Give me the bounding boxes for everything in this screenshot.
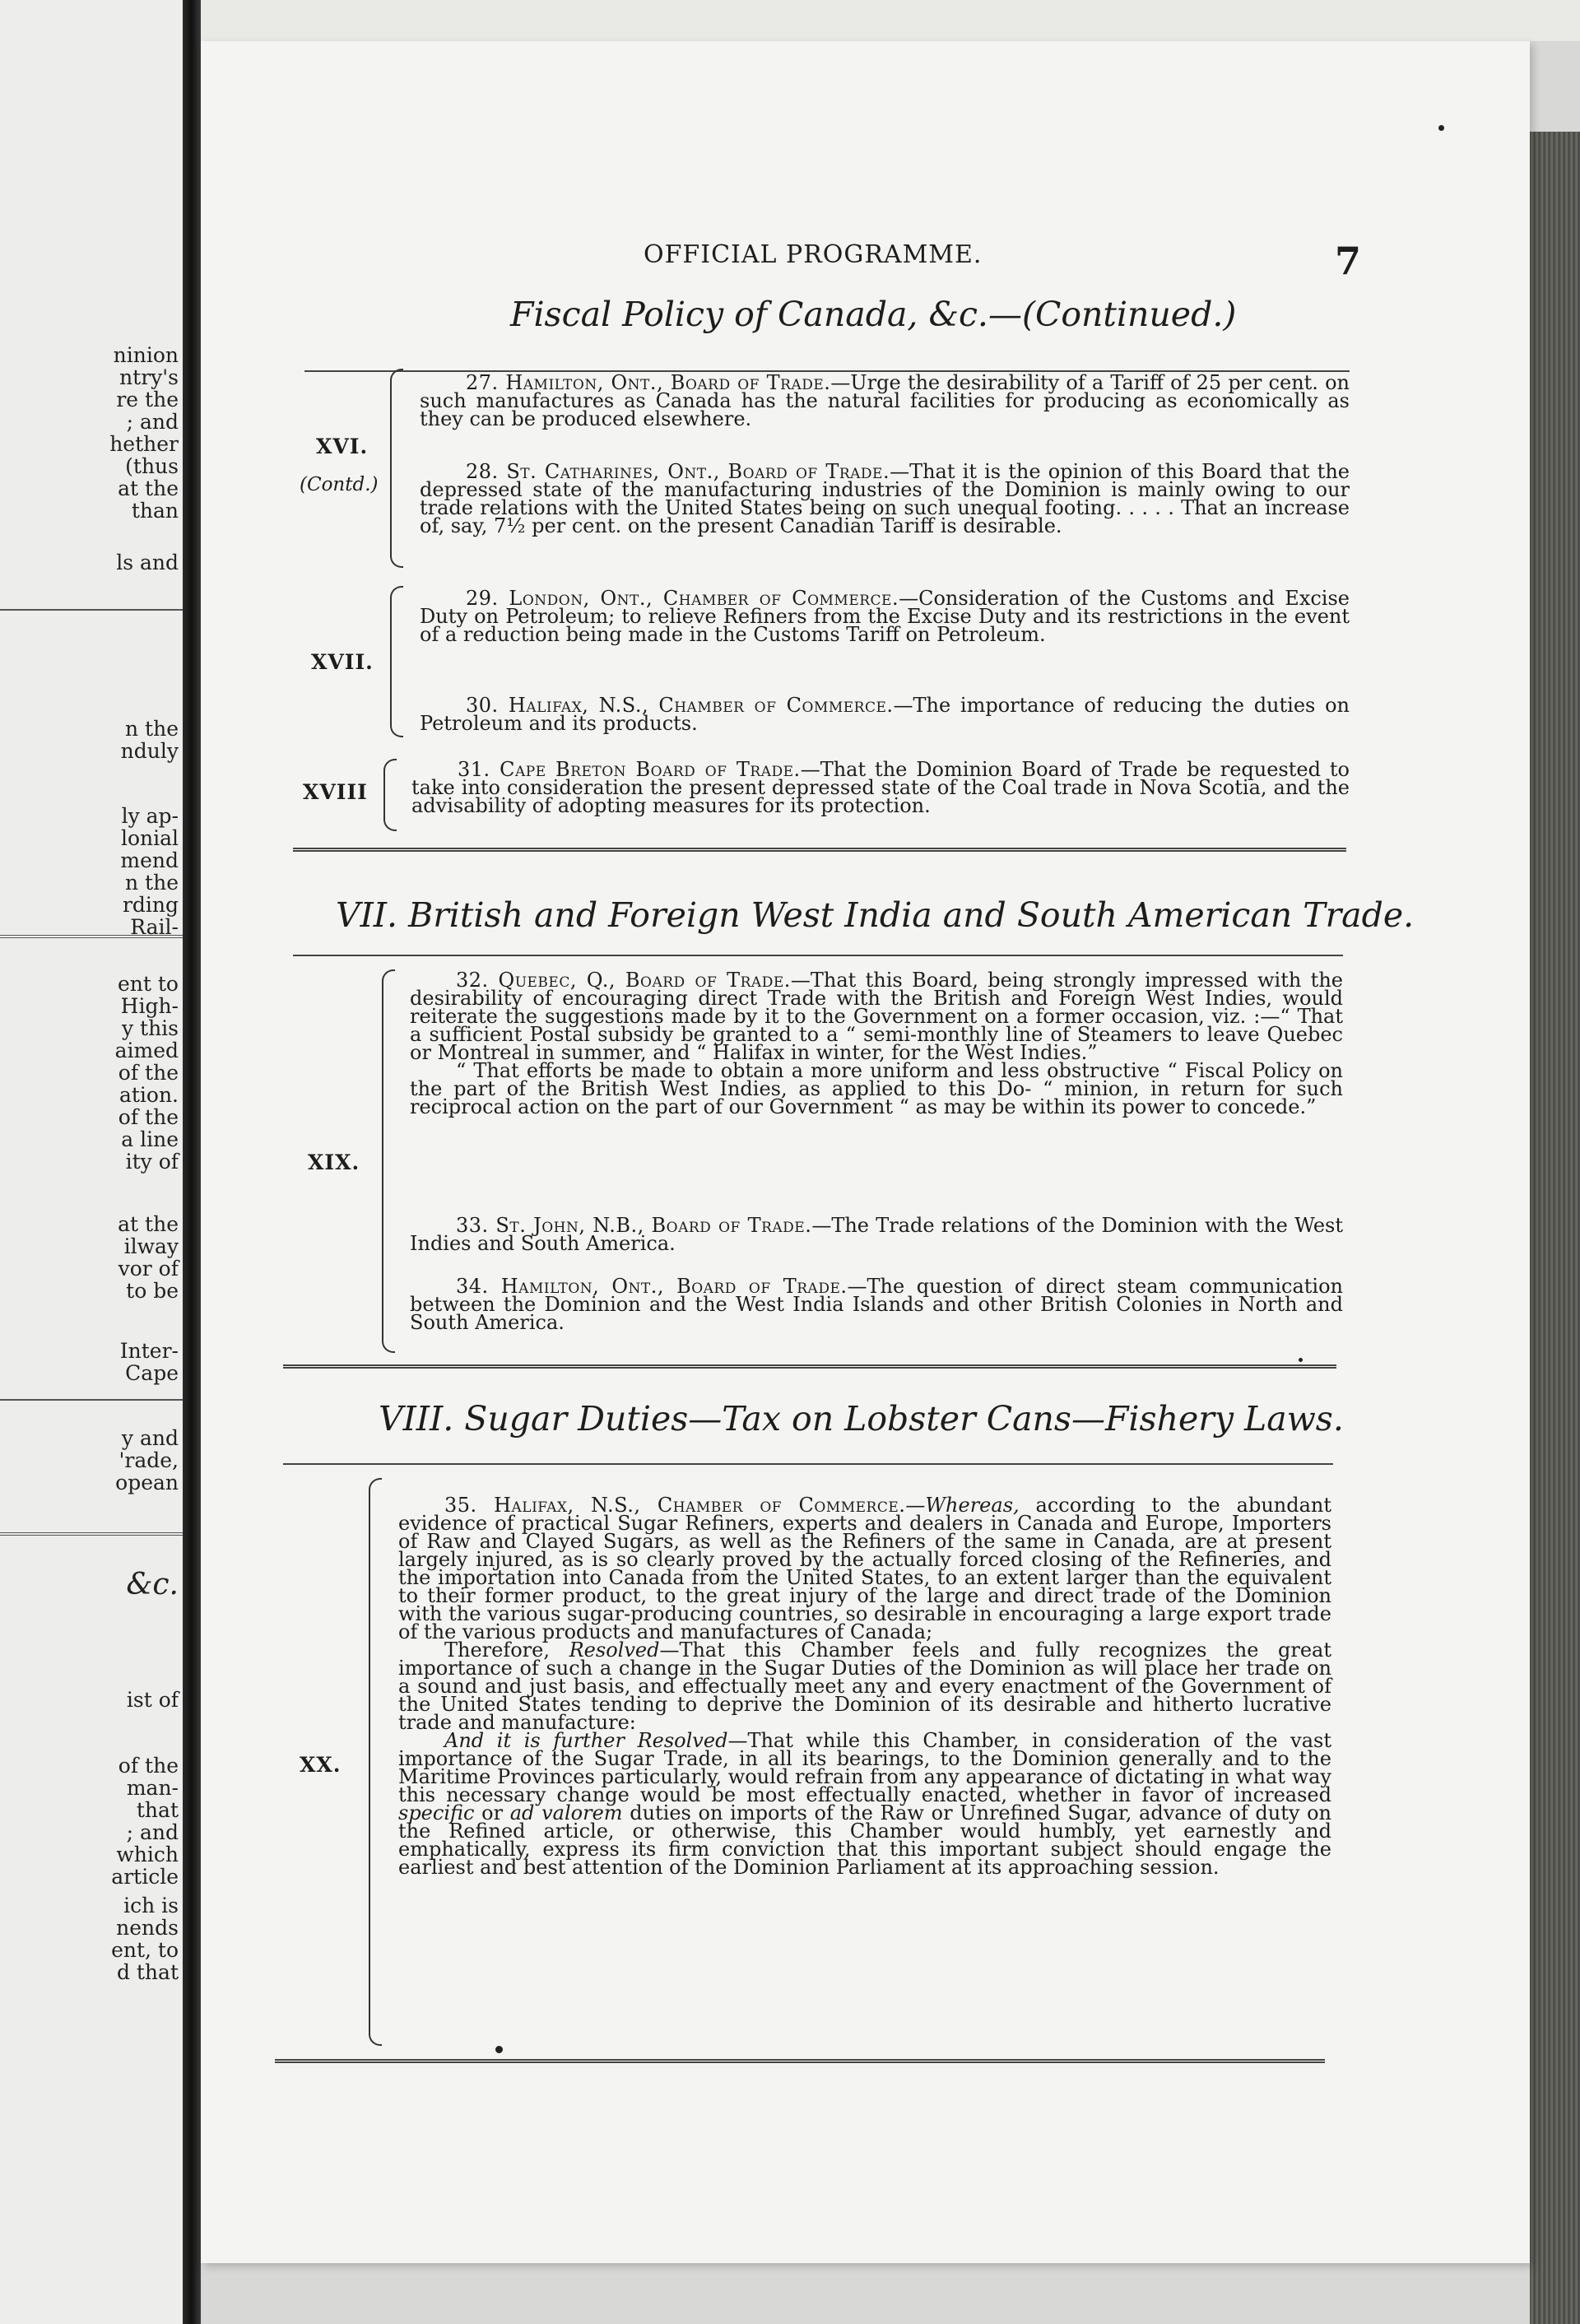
section-heading-fiscal: Fiscal Policy of Canada, &c.—(Continued.) [510, 295, 1237, 334]
item-32-lead: 32. Quebec, Q., Board of Trade. [456, 969, 791, 992]
page-number: 7 [1335, 239, 1362, 283]
left-page-line: 'rade, [118, 1448, 179, 1472]
left-page-line: y and [121, 1426, 179, 1450]
left-page-line: nends [116, 1916, 179, 1940]
left-page-line: aimed [114, 1039, 179, 1062]
left-page-line: article [111, 1865, 179, 1889]
item-35-p3-a: —That while this Chamber, in consideration of the vast importance of the Sugar Trade, in all its bearings, to the Dominion generally and to the Maritime Provinces particularly, would refrain from any appearance of dictating in what way this necessary change would be most effectually enacted, whether in favor of increased [398, 1729, 1331, 1806]
left-page-rule [0, 1399, 185, 1401]
left-page-line: hether [109, 432, 179, 456]
top-margin [201, 0, 1580, 41]
left-page-line: ly ap- [121, 804, 179, 828]
double-rule [293, 848, 1346, 852]
item-28-lead: 28. St. Catharines, Ont., Board of Trade. [466, 460, 890, 483]
item-34-lead: 34. Hamilton, Ont., Board of Trade. [456, 1275, 848, 1298]
left-page-line: a line [121, 1127, 179, 1151]
item-35 [398, 1494, 1332, 1879]
brace-xviii [383, 759, 397, 831]
item-32 [410, 971, 1343, 1116]
item-35-p3-or: or [474, 1801, 510, 1824]
left-page-line: mend [120, 848, 179, 872]
left-page-line: &c. [126, 1568, 179, 1601]
book-gutter [183, 0, 201, 2324]
left-page-line: Cape [125, 1361, 179, 1385]
left-page-line: at the [118, 476, 179, 500]
group-label-xvi-contd: (Contd.) [300, 474, 379, 495]
item-35-whereas: —Whereas, [905, 1494, 1020, 1517]
left-page-line: ; and [126, 410, 179, 434]
left-page-line: of the [118, 1061, 179, 1085]
item-31-lead: 31. Cape Breton Board of Trade. [458, 758, 801, 781]
left-page-line: re the [116, 388, 179, 411]
left-page-line: d that [116, 1960, 179, 1984]
ink-dot [1438, 125, 1444, 131]
left-page-line: lonial [120, 826, 179, 850]
left-page-line: nduly [120, 739, 179, 763]
left-page-line: ntry's [119, 365, 179, 389]
group-label-xvii: XVII. [311, 650, 374, 674]
brace-xix [382, 969, 395, 1353]
item-31 [411, 760, 1350, 815]
left-page-line: n the [125, 871, 179, 895]
left-page-line: ich is [123, 1894, 179, 1917]
book-page-edges [1530, 132, 1580, 2324]
item-29-lead: 29. London, Ont., Chamber of Commerce. [466, 587, 899, 610]
left-page-line: Inter- [119, 1339, 179, 1363]
left-page-line: ent, to [111, 1938, 179, 1962]
left-page-line: of the [118, 1105, 179, 1129]
left-page-line: of the [118, 1754, 179, 1778]
group-label-xviii: XVIII [303, 780, 368, 804]
group-label-xix: XIX. [308, 1150, 360, 1174]
left-page-line: to be [126, 1279, 179, 1303]
left-page-line: which [116, 1843, 179, 1866]
item-27-body: —Urge the desirability of a Tariff of 25 per cent. on such manufactures as Canada has the natural facilities for producing as economically as they can be produced elsewhere. [420, 371, 1350, 430]
left-facing-page [0, 0, 185, 2324]
item-33-lead: 33. St. John, N.B., Board of Trade. [456, 1214, 812, 1237]
item-27-lead: 27. Hamilton, Ont., Board of Trade. [466, 371, 831, 394]
left-page-line: ist of [126, 1688, 179, 1712]
group-label-xx: XX. [300, 1753, 342, 1777]
item-35-p3-b: duties on imports of the Raw or Unrefined Sugar, advance of duty on the Refined article, or otherwise, this Chamber would humbly, yet earnestly and emphatically, express its firm conviction that this important subject should engage the earliest and best attention of the Dominion Parliament at its approaching session. [398, 1801, 1331, 1879]
left-page-line: man- [126, 1776, 179, 1800]
left-page-line: ls and [116, 551, 179, 574]
left-page-line: ilway [123, 1234, 179, 1258]
left-page-line: ent to [118, 972, 179, 996]
brace-xvi [390, 369, 403, 568]
item-34-body: —The question of direct steam communication between the Dominion and the West India Islands and other British Colonies in North and South America. [410, 1275, 1343, 1334]
item-35-p2-lead: Therefore, [444, 1638, 550, 1662]
left-page-line: rding [122, 893, 179, 917]
ink-dot [495, 2046, 503, 2053]
item-30 [420, 694, 1350, 735]
item-32-body: —That this Board, being strongly impressed with the desirability of encouraging direct Trade with the British and Foreign West Indies, would reiterate the suggestions made by it to the Government on a former occasion, viz. :—“ That a sufficient Postal subsidy be granted to a “ semi-monthly line of Steamers to leave Quebec or Montreal in summer, and “ Halifax in winter, for the West Indies.” [410, 969, 1343, 1064]
left-page-line: ity of [125, 1150, 179, 1174]
left-page-rule [0, 1532, 185, 1536]
rule [283, 1463, 1333, 1465]
left-page-line: ; and [126, 1820, 179, 1844]
left-page-line: Rail- [130, 915, 179, 939]
item-28-body: —That it is the opinion of this Board that the depressed state of the manufacturing industries of the Dominion is mainly owing to our trade relations with the United States being on such unequal footing. . . . . That an increase of, say, 7½ per cent. on the present Canadian Tariff is desirable. [420, 460, 1350, 537]
item-35-p3-advalorem: ad valorem [509, 1801, 623, 1824]
left-page-rule [0, 609, 185, 611]
item-29-body: —Consideration of the Customs and Excise Duty on Petroleum; to relieve Refiners from the Excise Duty and its restrictions in the event of a reduction being made in the Customs Tariff on Petroleum. [420, 587, 1350, 646]
item-28 [420, 462, 1350, 535]
item-35-lead: 35. Halifax, N.S., Chamber of Commerce. [444, 1494, 906, 1517]
double-rule [275, 2059, 1325, 2063]
left-page-line: vor of [118, 1257, 179, 1281]
group-label-xvi: XVI. [316, 435, 369, 458]
item-29 [420, 589, 1350, 644]
item-32-para2: “ That efforts be made to obtain a more uniform and less obstructive “ Fiscal Policy on the part of the British West Indies, as applied to this Do- “ minion, in return for such reciprocal action on the part of our Government “ as may be within its power to concede.” [410, 1059, 1343, 1118]
left-page-line: y this [121, 1016, 179, 1040]
left-page-line: ation. [118, 1083, 179, 1107]
item-30-lead: 30. Halifax, N.S., Chamber of Commerce. [466, 694, 894, 717]
item-35-p3-specific: specific [398, 1801, 475, 1824]
item-33-body: —The Trade relations of the Dominion with the West Indies and South America. [410, 1214, 1343, 1255]
left-page-line: High- [120, 994, 179, 1018]
item-31-body: —That the Dominion Board of Trade be requested to take into consideration the present depressed state of the Coal trade in Nova Scotia, and the advisability of adopting measures for its protection. [411, 758, 1350, 817]
rule [293, 955, 1343, 956]
left-page-line: that [136, 1798, 179, 1822]
left-page-line: opean [115, 1471, 179, 1494]
ink-dot [1299, 1358, 1303, 1362]
left-page-line: ninion [113, 343, 179, 367]
item-30-body: —The importance of reducing the duties on Petroleum and its products. [420, 694, 1350, 735]
item-34 [410, 1277, 1343, 1332]
item-35-p2-body: —That this Chamber feels and fully recognizes the great importance of such a change in the Sugar Duties of the Dominion as will place her trade on a sound and just basis, and effectually meet any and every enactment of the Government of the United States tending to deprive the Dominion of its desirable and hitherto lucrative trade and manufacture: [398, 1638, 1332, 1734]
left-page-line: at the [118, 1212, 179, 1236]
brace-xx [369, 1478, 382, 2046]
double-rule [283, 1364, 1336, 1369]
left-page-line: n the [125, 717, 179, 741]
item-33 [410, 1216, 1343, 1253]
brace-xvii [390, 586, 403, 737]
item-35-body: according to the abundant evidence of practical Sugar Refiners, experts and dealers in Canada and Europe, Importers of Raw and Clayed Sugars, as well as the Refiners of the same in Canada, are at present largely injured, as is so clearly proved by the actually forced closing of the Refineries, and the importation into Canada from the United States, to an extent larger than the equivalent to their former product, to the great injury of the large and direct trade of the Dominion with the various sugar-producing countries, so desirable in encouraging a large export trade of the various products and manufactures of Canada; [398, 1494, 1332, 1643]
left-page-rule [0, 935, 185, 938]
item-35-p2-resolved: Resolved [549, 1638, 660, 1662]
item-27 [420, 371, 1350, 430]
section-heading-vii: VII. British and Foreign West India and South American Trade. [336, 895, 1415, 935]
running-head: OFFICIAL PROGRAMME. [644, 240, 983, 269]
left-page-line: (thus [125, 454, 179, 478]
item-35-p3-resolved: And it is further Resolved [444, 1729, 728, 1752]
left-page-line: than [131, 499, 179, 523]
section-heading-viii: VIII. Sugar Duties—Tax on Lobster Cans—Fishery Laws. [379, 1399, 1344, 1439]
